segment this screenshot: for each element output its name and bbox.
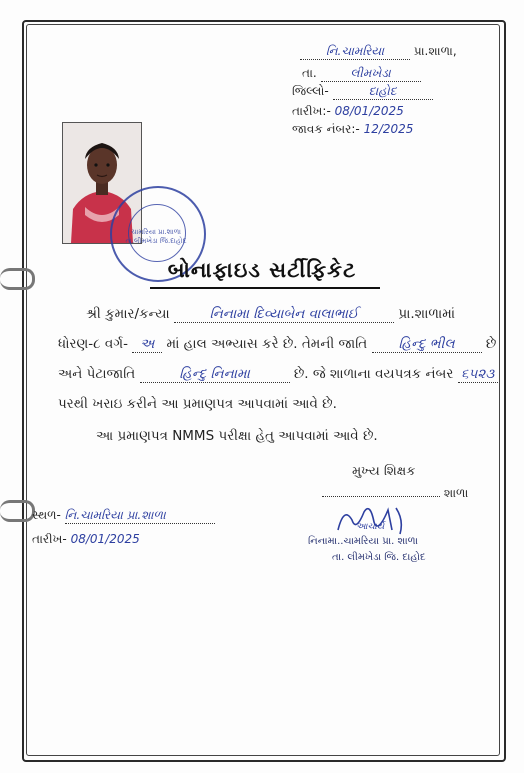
staple-bottom bbox=[0, 500, 35, 522]
place-value: નિ.ચામરિયા પ્રા.શાળા bbox=[65, 508, 215, 524]
body-line-1 bbox=[86, 306, 455, 323]
subcaste-value: હિન્દુ નિનામા bbox=[140, 366, 290, 383]
place-line bbox=[32, 508, 215, 524]
header-school-suffix: પ્રા.શાળા, bbox=[413, 44, 457, 58]
signature-scribble bbox=[330, 500, 420, 540]
header-school-name: નિ.ચામરિયા bbox=[300, 44, 410, 60]
body-line-5: આ પ્રમાણપત્ર NMMS પરીક્ષા હેતુ આપવામાં આવે છે. bbox=[96, 428, 378, 444]
place-date-value: 08/01/2025 bbox=[70, 532, 140, 546]
place-date-label: તારીખ- bbox=[32, 532, 67, 546]
place-label: સ્થળ- bbox=[32, 508, 61, 522]
signature-school-suffix: શાળા bbox=[443, 486, 469, 500]
signature-school-line bbox=[322, 486, 468, 501]
line2-prefix: ધોરણ-૮ વર્ગ- bbox=[58, 336, 128, 352]
title-underline bbox=[150, 287, 380, 289]
header-district-label: જિલ્લો- bbox=[292, 84, 329, 98]
place-date-line bbox=[32, 532, 140, 547]
line3-prefix: અને પેટાજાતિ bbox=[58, 366, 136, 382]
signature-school-blank bbox=[322, 496, 440, 497]
body-line-3 bbox=[58, 366, 498, 383]
signature-stamp-line-2: તા. લીમખેડા જિ. દાહોદ bbox=[332, 552, 426, 563]
header-outward-value: 12/2025 bbox=[363, 122, 414, 136]
header-outward-label: જાવક નંબર:- bbox=[292, 122, 360, 136]
header-date-value: 08/01/2025 bbox=[334, 104, 404, 118]
line2-middle: માં હાલ અભ્યાસ કરે છે. તેમની જાતિ bbox=[166, 336, 368, 352]
header-taluka-line bbox=[302, 66, 421, 82]
class-value: અ bbox=[132, 336, 162, 353]
header-district-value: દાહોદ bbox=[333, 84, 433, 100]
student-name-value: નિનામા દિવ્યાબેન વાલાભાઈ bbox=[174, 306, 394, 323]
signature-mark: આચાર્ય bbox=[356, 522, 385, 532]
signature-stamp-line-1: નિનામા..ચામરિયા પ્રા. શાળા bbox=[308, 536, 418, 547]
header-taluka-label: તા. bbox=[302, 66, 317, 80]
certificate-title: બોનાફાઇડ સર્ટીફિકેટ bbox=[167, 258, 357, 282]
line1-suffix: પ્રા.શાળામાં bbox=[398, 306, 456, 322]
register-value: ૬૫૨૩ bbox=[458, 366, 498, 383]
header-taluka-value: લીમખેડા bbox=[321, 66, 421, 82]
header-district-line bbox=[292, 84, 433, 100]
header-school-line bbox=[300, 44, 457, 60]
line3-middle: છે. જે શાળાના વયપત્રક નંબર bbox=[293, 366, 454, 382]
line2-suffix: છે bbox=[485, 336, 497, 352]
header-date-label: તારીખ:- bbox=[292, 104, 331, 118]
caste-value: હિન્દુ ભીલ bbox=[372, 336, 482, 353]
body-line-2 bbox=[58, 336, 496, 353]
school-stamp-text: ચામરિયા પ્રા.શાળા તા.લીમખેડા જિ.દાહોદ bbox=[125, 228, 187, 245]
body-line-4: પરથી ખરાઇ કરીને આ પ્રમાણપત્ર આપવામાં આવે છે. bbox=[58, 396, 337, 412]
signature-role: મુખ્ય શિક્ષક bbox=[352, 464, 416, 479]
line1-prefix: શ્રી કુમાર/કન્યા bbox=[86, 306, 170, 322]
header-outward-line bbox=[292, 122, 413, 137]
header-date-line bbox=[292, 104, 404, 119]
